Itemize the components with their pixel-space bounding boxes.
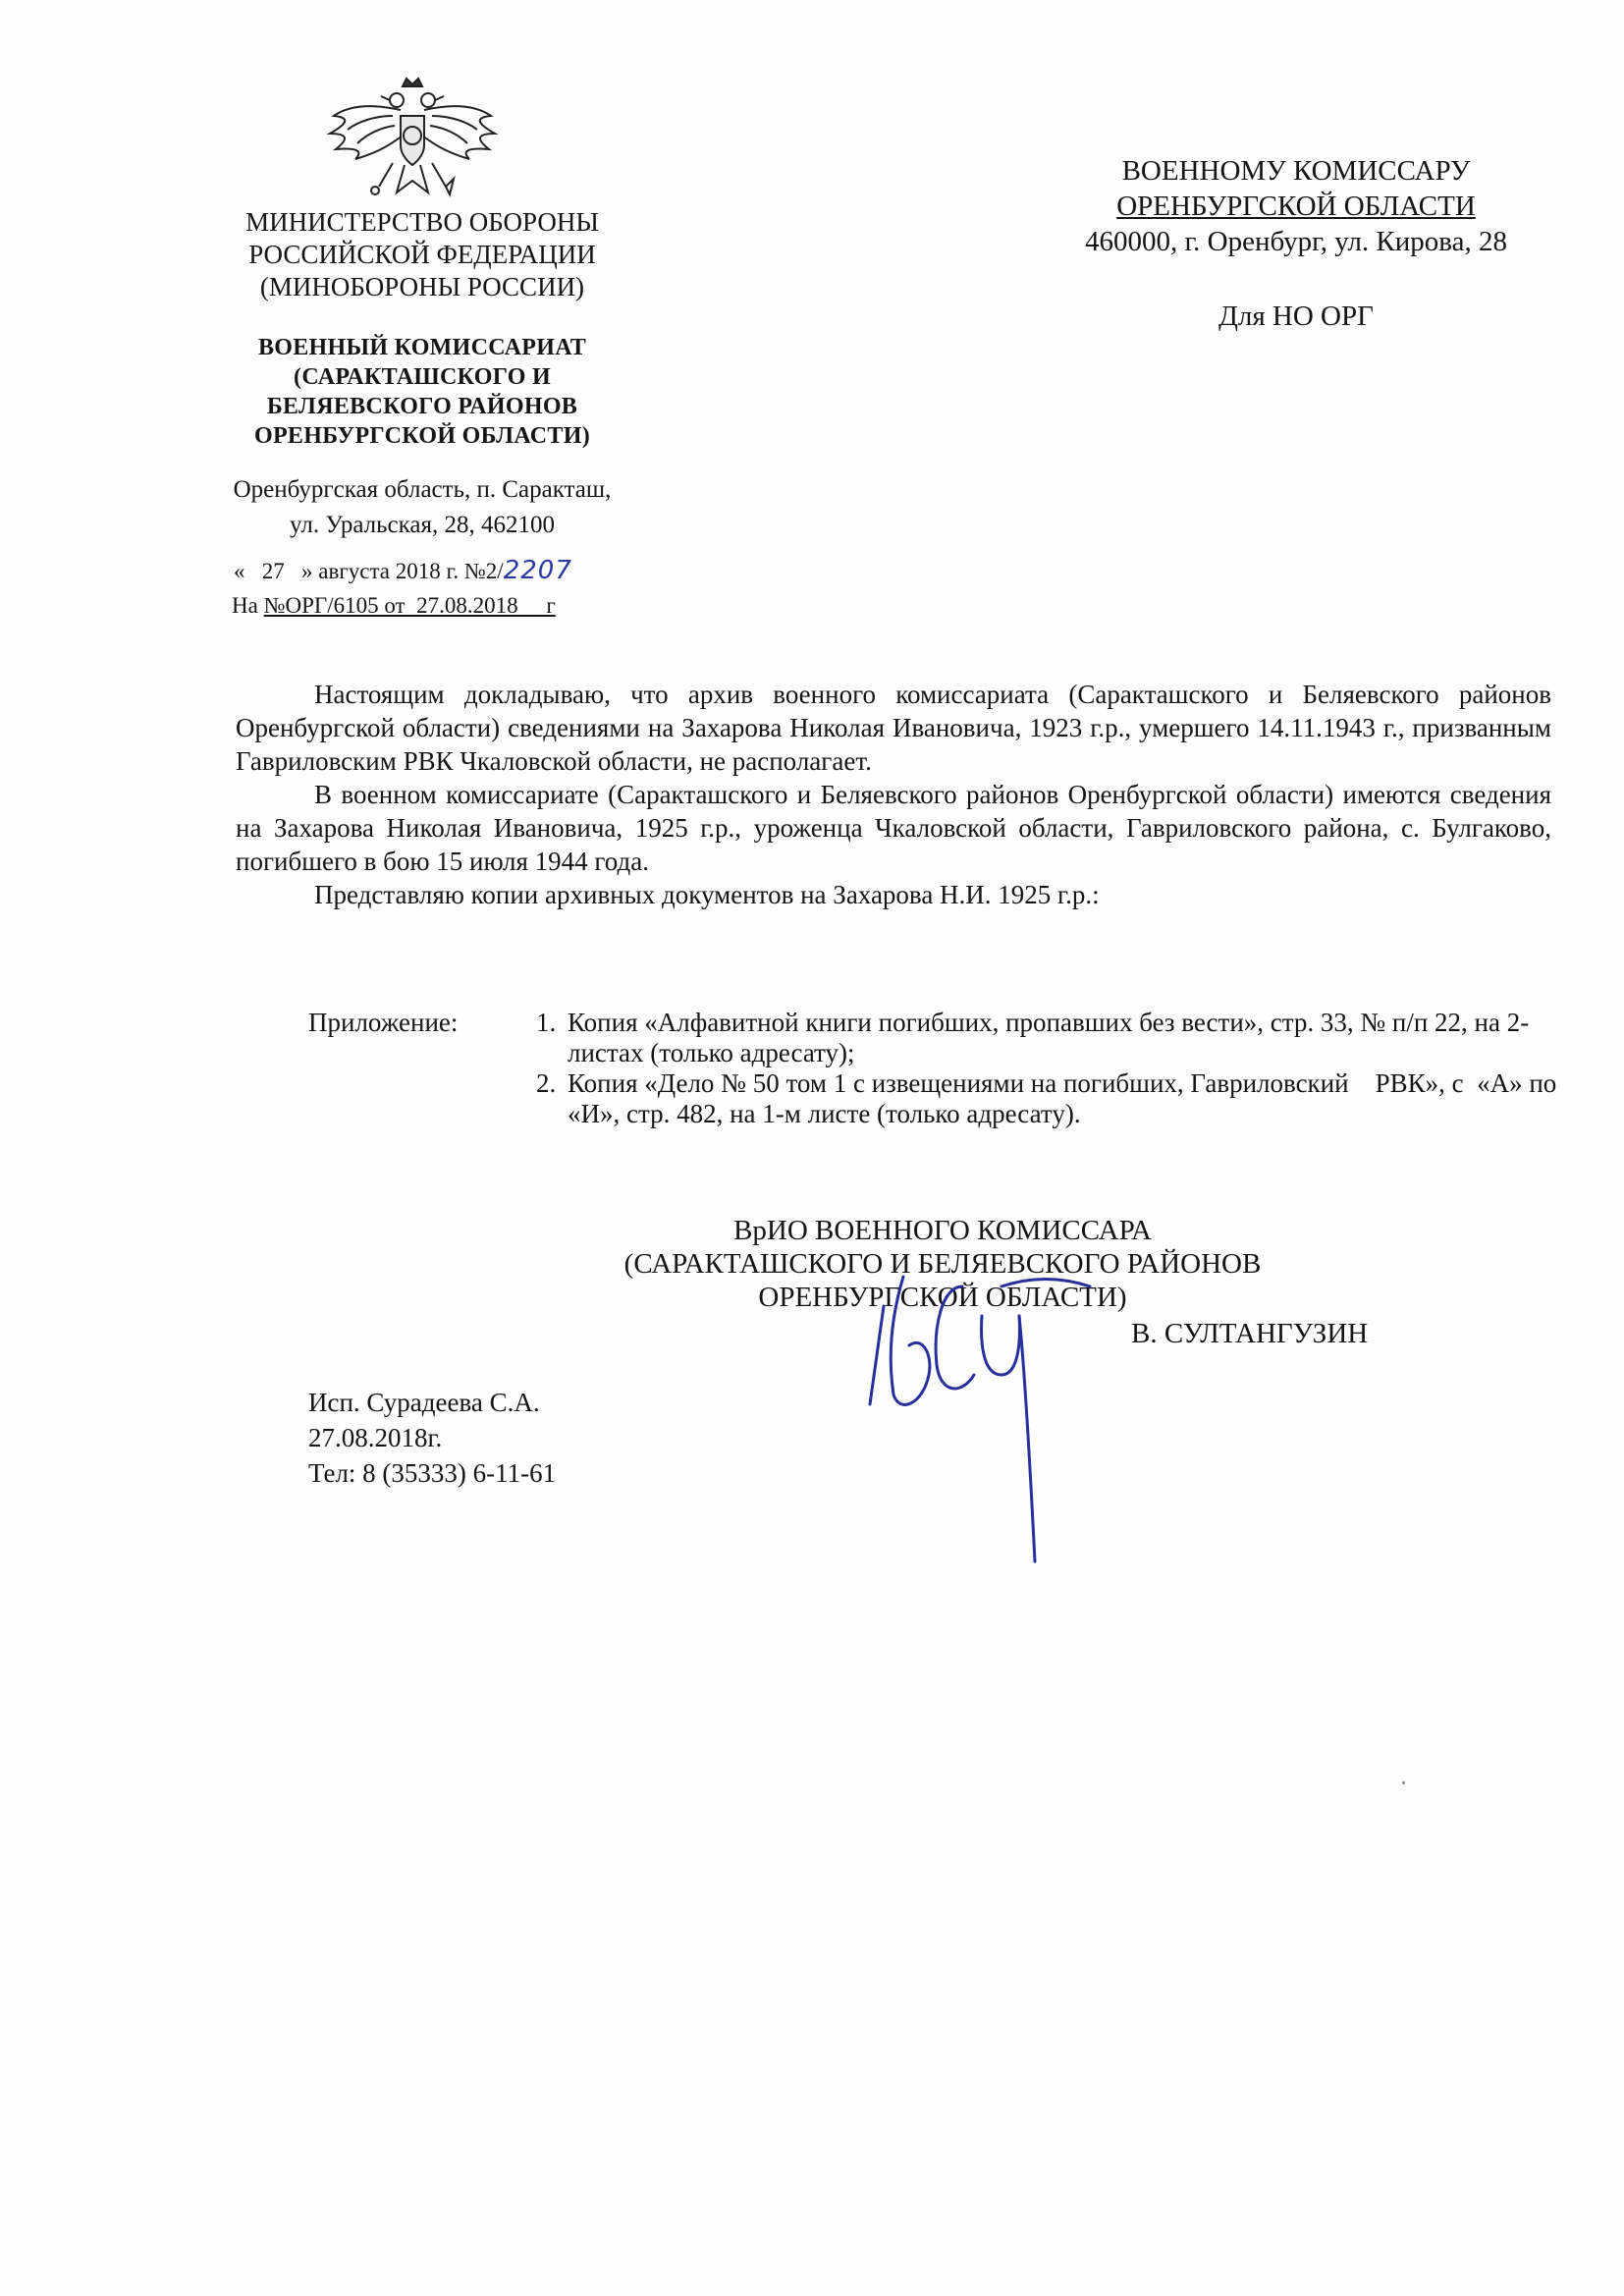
body-paragraph: В военном комиссариате (Саракташского и Беляевского районов Оренбургской области) имеются сведения на Захарова Николая Ивановича, 1925 г.р., уроженца Чкаловской области, Гавриловского района, с. Булгаково, погибшего в бою 15 июля 1944 года. [236, 780, 1551, 876]
commissariat-name [167, 333, 677, 451]
eagle-emblem-icon [324, 77, 501, 214]
ministry-line: РОССИЙСКОЙ ФЕДЕРАЦИИ [248, 240, 596, 269]
appendix-label: Приложение: [308, 1008, 459, 1037]
appendix-list [308, 1008, 1565, 1129]
reference-line [232, 593, 556, 619]
signatory-title-line: ВрИО ВОЕННОГО КОМИССАРА [733, 1215, 1152, 1246]
appendix-text: Копия «Алфавитной книги погибших, пропавших без вести», стр. 33, № п/п 22, на 2- листах (только адресату); [568, 1008, 1530, 1067]
appendix-number: 2. [536, 1068, 557, 1098]
letter-body [236, 678, 1551, 911]
commissariat-line: БЕЛЯЕВСКОГО РАЙОНОВ [266, 394, 578, 419]
ministry-line: МИНИСТЕРСТВО ОБОРОНЫ [245, 207, 599, 237]
sender-header [167, 206, 677, 543]
reference-prefix: На [232, 593, 264, 618]
addressee-note: Для НО ОРГ [1218, 301, 1374, 332]
ministry-name [167, 206, 677, 303]
signatory-title-line: (САРАКТАШСКОГО И БЕЛЯЕВСКОГО РАЙОНОВ [623, 1248, 1262, 1280]
addressee-block [1021, 153, 1571, 334]
executor-date: 27.08.2018г. [308, 1423, 443, 1452]
executor-name: Исп. Сурадеева С.А. [308, 1388, 540, 1417]
registration-date: « 27 » августа 2018 г. №2/ [234, 559, 504, 583]
handwritten-number: 2207 [503, 556, 572, 585]
commissariat-line: ОРЕНБУРГСКОЙ ОБЛАСТИ) [254, 423, 590, 449]
appendix-item [536, 1068, 1565, 1129]
body-paragraph: Настоящим докладываю, что архив военного комиссариата (Саракташского и Беляевского районов Оренбургской области) сведениями на Захарова Николая Ивановича, 1923 г.р., умершего 14.11.1943 г., призванным Гавриловским РВК Чкаловской области, не располагает. [236, 680, 1551, 776]
body-paragraph: Представляю копии архивных документов на Захарова Н.И. 1925 г.р.: [314, 880, 1100, 909]
sender-address [167, 472, 677, 543]
commissariat-line: (САРАКТАШСКОГО И [294, 364, 551, 390]
appendix-item [308, 1008, 1565, 1068]
reference-number: №ОРГ/6105 от 27.08.2018 г [263, 593, 556, 618]
addressee-title: ВОЕННОМУ КОМИССАРУ [1121, 155, 1471, 187]
executor-phone: Тел: 8 (35333) 6-11-61 [308, 1458, 557, 1488]
signatory-name: В. СУЛТАНГУЗИН [1131, 1318, 1369, 1349]
address-line: ул. Уральская, 28, 462100 [289, 512, 556, 538]
appendix-number: 1. [536, 1008, 557, 1037]
commissariat-line: ВОЕННЫЙ КОМИССАРИАТ [257, 335, 587, 360]
addressee-address: 460000, г. Оренбург, ул. Кирова, 28 [1085, 226, 1507, 257]
registration-date-line [234, 556, 572, 585]
addressee-region: ОРЕНБУРГСКОЙ ОБЛАСТИ [1116, 191, 1476, 222]
signatory-title-line: ОРЕНБУРГСКОЙ ОБЛАСТИ) [758, 1282, 1127, 1313]
ministry-line: (МИНОБОРОНЫ РОССИИ) [259, 272, 585, 301]
address-line: Оренбургская область, п. Саракташ, [233, 476, 612, 503]
handwritten-signature [864, 1247, 1139, 1571]
appendix-text: Копия «Дело № 50 том 1 с извещениями на погибших, Гавриловский РВК», с «А» по «И», стр. 482, на 1-м листе (только адресату). [568, 1068, 1564, 1128]
executor-info [308, 1385, 556, 1491]
scan-speck [1402, 1781, 1405, 1784]
